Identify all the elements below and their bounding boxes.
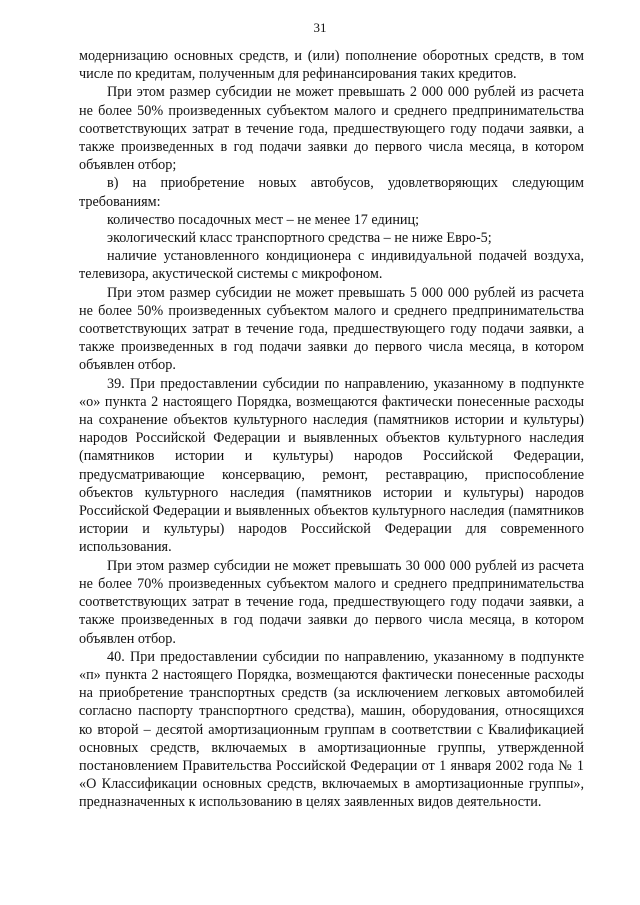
page-number: 31 xyxy=(313,20,327,35)
paragraph-seats-requirement: количество посадочных мест – не менее 17 единиц; xyxy=(107,211,420,228)
paragraph-subsidy-limit-5m: При этом размер субсидии не может превышать 5 000 000 рублей из расчета не более 50% произведенных субъектом малого и среднего предпринимательства соответствующих затрат в течение года, предшествующего году подачи заявки, а также произведенных в год подачи заявки до первого числа месяца, в котором объявлен отбор. xyxy=(79,284,584,374)
paragraph-clause-39: 39. При предоставлении субсидии по направлению, указанному в подпункте «о» пункта 2 настоящего Порядка, возмещаются фактически понесенные расходы на сохранение объектов культурного наследия (памятников истории и культуры) народов Российской Федерации и выявленных объектов культурного наследия (памятников истории и культуры) народов Российской Федерации, предусматривающие консервацию, ремонт, реставрацию, приспособление объектов культурного наследия (памятников истории и культуры) народов Российской Федерации и выявленных объектов культурного наследия (памятников истории и культуры) народов Российской Федерации для современного использования. xyxy=(79,375,584,556)
paragraph-continuation: модернизацию основных средств, и (или) пополнение оборотных средств, в том числе по кредитам, полученным для рефинансирования таких кредитов. xyxy=(79,48,584,83)
paragraph-clause-40: 40. При предоставлении субсидии по направлению, указанному в подпункте «п» пункта 2 настоящего Порядка, возмещаются фактически понесенные расходы на приобретение транспортных средств (за исключением легковых автомобилей согласно паспорту транспортного средства), машин, оборудования, относящихся ко второй – десятой амортизационным группам в соответствии с Квалификацией основных средств, включаемых в амортизационные группы, утвержденной постановлением Правительства Российской Федерации от 1 января 2002 года № 1 «О Классификации основных средств, включаемых в амортизационные группы», предназначенных к использованию в целях заявленных видов деятельности. xyxy=(79,648,584,811)
paragraph-subsidy-limit-2m: При этом размер субсидии не может превышать 2 000 000 рублей из расчета не более 50% произведенных субъектом малого и среднего предпринимательства соответствующих затрат в течение года, предшествующего году подачи заявки, а также произведенных в год подачи заявки до первого числа месяца, в котором объявлен отбор; xyxy=(79,84,584,174)
document-body xyxy=(79,47,584,812)
paragraph-item-v-buses: в) на приобретение новых автобусов, удовлетворяющих следующим требованиям: xyxy=(79,175,584,210)
paragraph-subsidy-limit-30m: При этом размер субсидии не может превышать 30 000 000 рублей из расчета не более 70% произведенных субъектом малого и среднего предпринимательства соответствующих затрат в течение года, предшествующего году подачи заявки, а также произведенных в год подачи заявки до первого числа месяца, в котором объявлен отбор. xyxy=(79,557,584,647)
paragraph-eco-class-requirement: экологический класс транспортного средства – не ниже Евро-5; xyxy=(107,230,492,247)
paragraph-air-conditioning-requirement: наличие установленного кондиционера с индивидуальной подачей воздуха, телевизора, акустической системы с микрофоном. xyxy=(79,248,584,283)
